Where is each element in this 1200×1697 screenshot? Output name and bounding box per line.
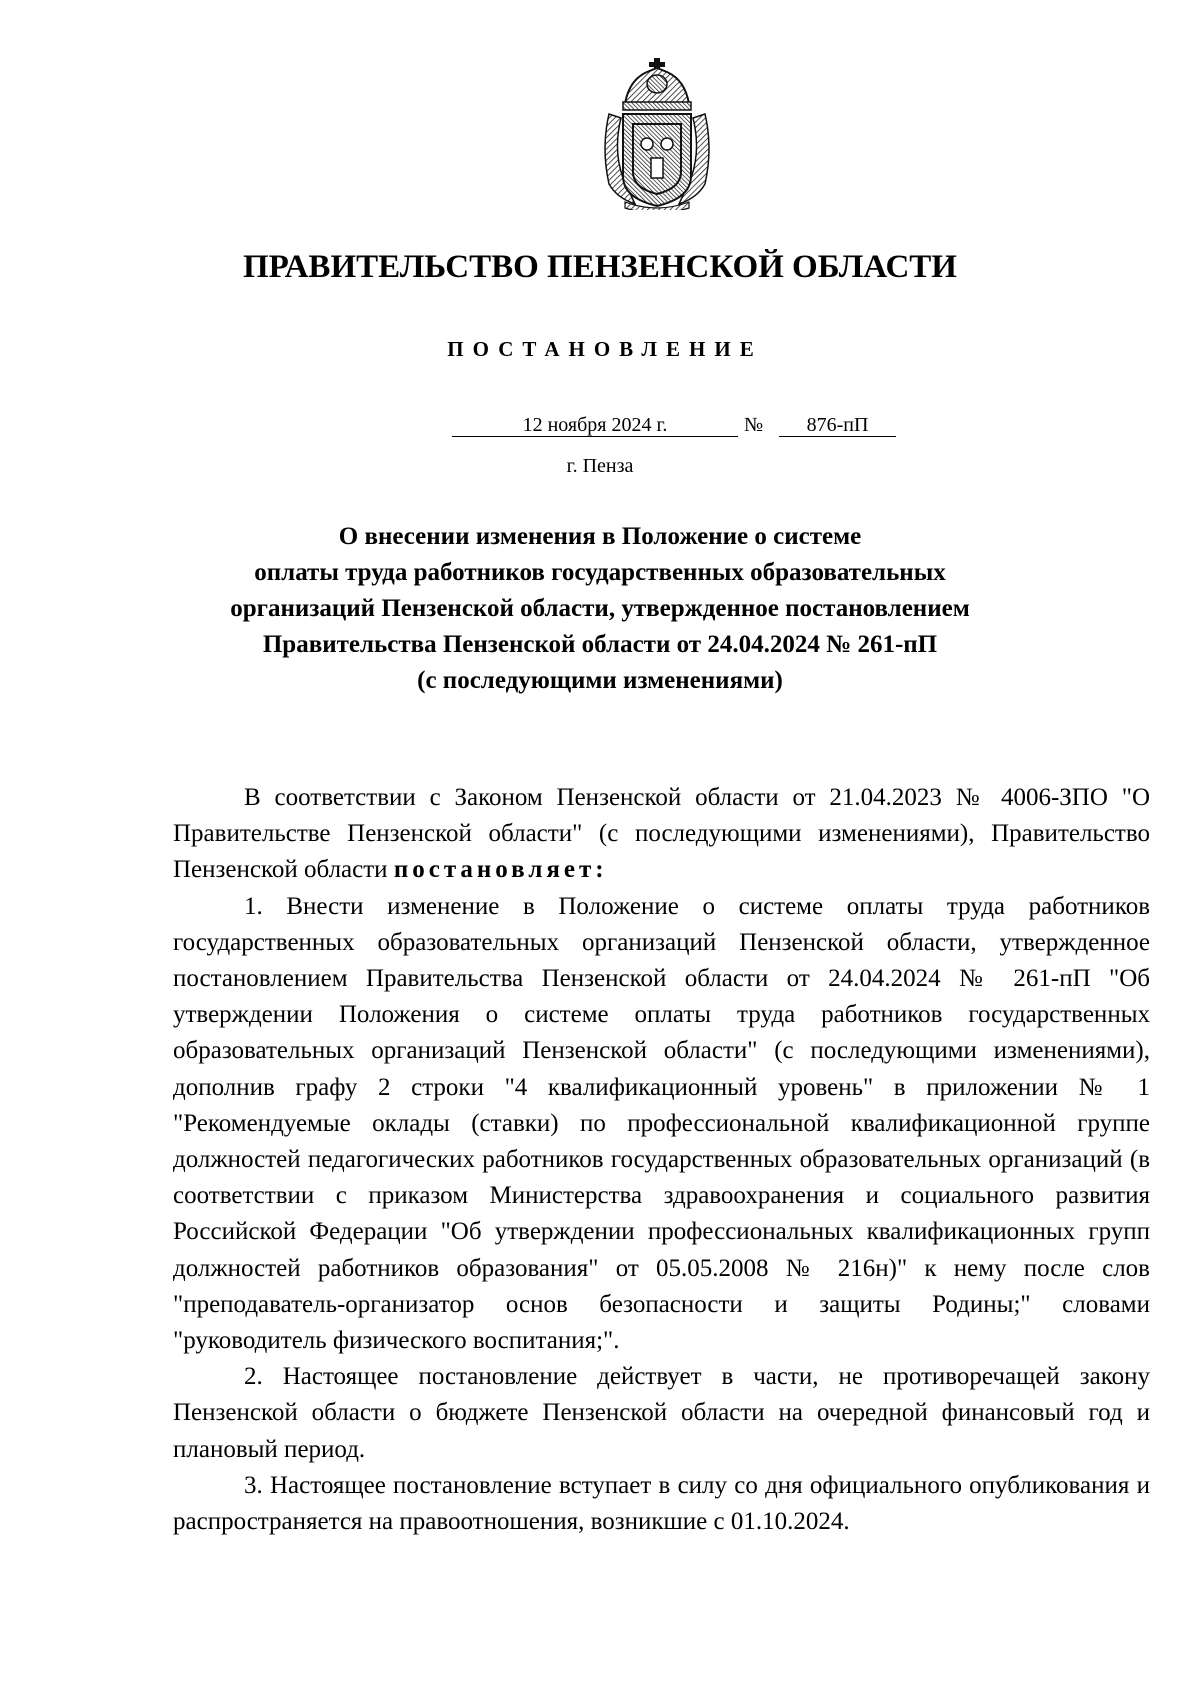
title-line: О внесении изменения в Положение о системе <box>338 523 862 550</box>
item-1-paragraph: 1. Внести изменение в Положение о системе оплаты труда работников государственных образовательных организаций Пензенской области, утвержденное постановлением Правительства Пензенской области от 24.04.2024 № 261-пП "Об утверждении Положения о системе оплаты труда работников государственных образовательных организаций Пензенской области" (с последующими изменениями), дополнив графу 2 строки "4 квалификационный уровень" в приложении № 1 "Рекомендуемые оклады (ставки) по профессиональной квалификационной группе должностей педагогических работников государственных образовательных организаций (в соответствии с приказом Министерства здравоохранения и социального развития Российской Федерации "Об утверждении профессиональных квалификационных групп должностей работников образования" от 05.05.2008 № 216н)" к нему после слов "преподаватель-организатор основ безопасности и защиты Родины;" словами "руководитель физического воспитания;". <box>173 892 1150 1355</box>
document-number: 876-пП <box>779 412 896 437</box>
document-date: 12 ноября 2024 г. <box>452 412 738 437</box>
date-number-line <box>0 412 1200 442</box>
item-3-paragraph: 3. Настоящее постановление вступает в силу со дня официального опубликования и распространяется на правоотношения, возникшие с 01.10.2024. <box>173 1471 1150 1536</box>
document-title <box>0 519 1200 699</box>
decree-word: постановляет: <box>393 856 608 884</box>
number-sign: № <box>744 414 764 436</box>
document-type: ПОСТАНОВЛЕНИЕ <box>447 337 763 361</box>
title-line: оплаты труда работников государственных образовательных <box>254 559 946 586</box>
government-name: ПРАВИТЕЛЬСТВО ПЕНЗЕНСКОЙ ОБЛАСТИ <box>243 249 957 285</box>
document-body <box>173 780 1150 1540</box>
city: г. Пенза <box>566 455 634 477</box>
title-line: (с последующими изменениями) <box>417 667 783 694</box>
item-2-paragraph: 2. Настоящее постановление действует в части, не противоречащей закону Пензенской области о бюджете Пензенской области на очередной финансовый год и плановый период. <box>173 1363 1150 1463</box>
title-line: организаций Пензенской области, утвержденное постановлением <box>230 595 970 622</box>
preamble-text: В соответствии с Законом Пензенской области от 21.04.2023 № 4006-ЗПО "О Правительстве Пензенской области" (с последующими изменениями), Правительство Пензенской области <box>173 784 1150 884</box>
coat-of-arms-icon <box>595 58 719 210</box>
title-line: Правительства Пензенской области от 24.04.2024 № 261-пП <box>262 631 938 658</box>
preamble-paragraph <box>173 780 1150 889</box>
